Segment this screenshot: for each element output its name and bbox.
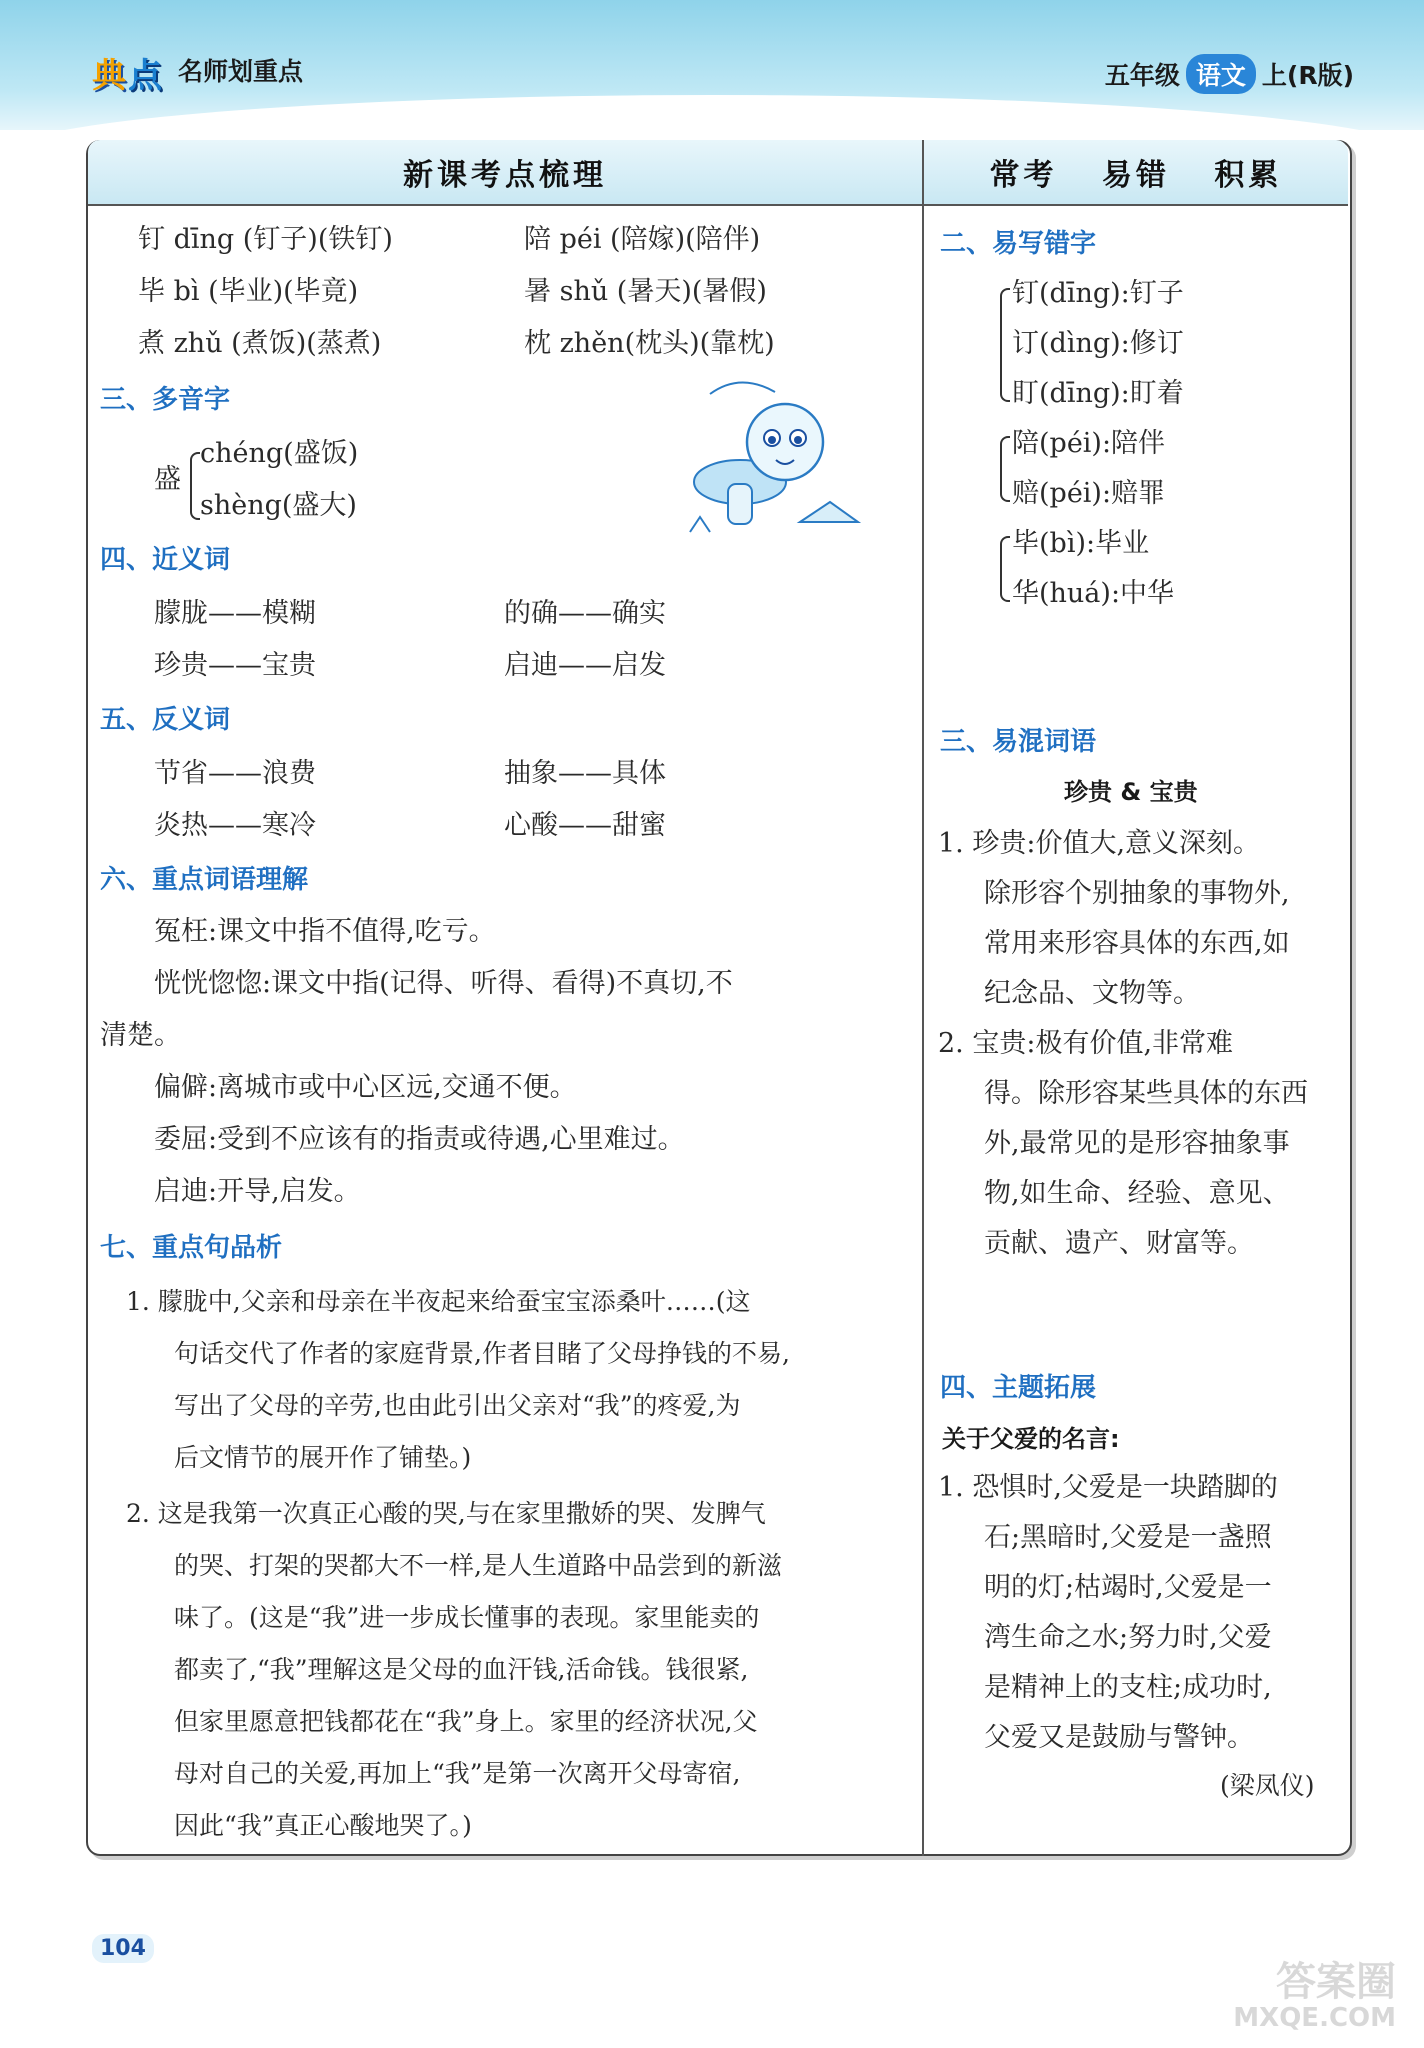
confusing-explanation-line: 物,如生命、经验、意见、 [984, 1178, 1290, 1209]
quote-line: 父爱又是鼓励与警钟。 [984, 1722, 1254, 1753]
sentence-analysis-line: 母对自己的关爱,再加上“我”是第一次离开父母寄宿, [174, 1759, 741, 1788]
subject-badge: 语文 [1186, 54, 1256, 94]
polyphone-char: 盛 [154, 464, 181, 495]
antonym-pair: 节省——浪费 [154, 758, 316, 789]
confusing-explanation-line: 常用来形容具体的东西,如 [984, 928, 1290, 959]
right-panel-title: 常考 易错 积累 [924, 140, 1348, 206]
logo-char-2: 点 [128, 56, 162, 96]
confusing-explanation-line: 得。除形容某些具体的东西 [984, 1078, 1308, 1109]
antonym-pair: 抽象——具体 [504, 758, 666, 789]
section-heading-antonyms: 五、反义词 [100, 705, 231, 735]
sentence-analysis-line: 的哭、打架的哭都大不一样,是人生道路中品尝到的新滋 [174, 1551, 782, 1580]
quote-line: 湾生命之水;努力时,父爱 [984, 1622, 1272, 1653]
grade-label [1105, 54, 1354, 94]
confusing-explanation-line: 2. 宝贵:极有价值,非常难 [938, 1028, 1234, 1059]
watermark [1233, 1960, 1396, 2032]
word-explanation: 冤枉:课文中指不值得,吃亏。 [154, 916, 496, 947]
confusing-explanation-line: 外,最常见的是形容抽象事 [984, 1128, 1290, 1159]
section-heading-typo-chars: 二、易写错字 [940, 229, 1097, 259]
sentence-analysis-line: 1. 朦胧中,父亲和母亲在半夜起来给蚕宝宝添桑叶……(这 [126, 1287, 751, 1316]
quote-line: 明的灯;枯竭时,父爱是一 [984, 1572, 1272, 1603]
typo-item: 钉(dīng):钉子 [1012, 278, 1184, 309]
section-heading-synonyms: 四、近义词 [100, 545, 231, 575]
section-heading-theme-extension: 四、主题拓展 [940, 1373, 1097, 1403]
sentence-analysis-line: 后文情节的展开作了铺垫。) [174, 1443, 472, 1472]
brace [1000, 436, 1010, 502]
char-item: 枕 zhěn(枕头)(靠枕) [524, 328, 775, 359]
quote-line: 石;黑暗时,父爱是一盏照 [984, 1522, 1272, 1553]
sentence-analysis-line: 句话交代了作者的家庭背景,作者目睹了父母挣钱的不易, [174, 1339, 790, 1368]
confusing-explanation-line: 贡献、遗产、财富等。 [984, 1228, 1254, 1259]
typo-item: 毕(bì):毕业 [1012, 528, 1150, 559]
quote-line: 1. 恐惧时,父爱是一块踏脚的 [938, 1472, 1278, 1503]
char-item: 煮 zhǔ (煮饭)(蒸煮) [138, 328, 382, 359]
quote-title: 关于父爱的名言: [942, 1425, 1120, 1453]
char-item: 暑 shǔ (暑天)(暑假) [524, 276, 767, 307]
brace [1000, 288, 1010, 402]
left-panel-title: 新课考点梳理 [88, 140, 922, 206]
grade-prefix: 五年级 [1104, 61, 1180, 90]
typo-item: 陪(péi):陪伴 [1012, 428, 1166, 459]
typo-item: 赔(péi):赔罪 [1012, 478, 1166, 509]
word-explanation: 恍恍惚惚:课文中指(记得、听得、看得)不真切,不 [154, 968, 733, 999]
confusing-pair-title: 珍贵 & 宝贵 [1064, 778, 1198, 806]
section-heading-polyphone: 三、多音字 [100, 385, 231, 415]
section-heading-confusing-words: 三、易混词语 [940, 727, 1097, 757]
word-explanation: 偏僻:离城市或中心区远,交通不便。 [154, 1072, 577, 1103]
typo-item: 盯(dīng):盯着 [1012, 378, 1184, 409]
column-divider [922, 140, 924, 1856]
grade-suffix: 上(R版) [1261, 61, 1354, 90]
synonym-pair: 启迪——启发 [504, 650, 666, 681]
brace [1000, 536, 1010, 602]
brand-subtitle: 名师划重点 [178, 57, 304, 86]
section-heading-key-sentences: 七、重点句品析 [100, 1233, 283, 1263]
section-heading-key-words: 六、重点词语理解 [100, 865, 309, 895]
brace [190, 452, 200, 520]
sentence-analysis-line: 味了。(这是“我”进一步成长懂事的表现。家里能卖的 [174, 1603, 760, 1632]
char-item: 钉 dīng (钉子)(铁钉) [138, 224, 393, 255]
confusing-explanation-line: 除形容个别抽象的事物外, [984, 878, 1290, 909]
sentence-analysis-line: 都卖了,“我”理解这是父母的血汗钱,活命钱。钱很紧, [174, 1655, 749, 1684]
antonym-pair: 炎热——寒冷 [154, 810, 316, 841]
char-item: 陪 péi (陪嫁)(陪伴) [524, 224, 761, 255]
antonym-pair: 心酸——甜蜜 [504, 810, 666, 841]
brand-logo [92, 44, 172, 96]
logo-char-1: 典 [92, 56, 126, 96]
quote-line: 是精神上的支柱;成功时, [984, 1672, 1272, 1703]
word-explanation: 清楚。 [100, 1020, 181, 1051]
synonym-pair: 朦胧——模糊 [154, 598, 316, 629]
watermark-text: 答案圈 [1276, 1959, 1396, 2005]
sentence-analysis-line: 因此“我”真正心酸地哭了。) [174, 1811, 472, 1840]
sentence-analysis-line: 写出了父母的辛劳,也由此引出父亲对“我”的疼爱,为 [174, 1391, 741, 1420]
word-explanation: 委屈:受到不应该有的指责或待遇,心里难过。 [154, 1124, 685, 1155]
watermark-url: MXQE.COM [1233, 2003, 1396, 2033]
sentence-analysis-line: 2. 这是我第一次真正心酸的哭,与在家里撒娇的哭、发脾气 [126, 1499, 766, 1528]
confusing-explanation-line: 1. 珍贵:价值大,意义深刻。 [938, 828, 1261, 859]
polyphone-reading: chéng(盛饭) [200, 438, 359, 469]
cartoon-mascot-illustration [680, 372, 870, 542]
char-item: 毕 bì (毕业)(毕竟) [138, 276, 359, 307]
typo-item: 华(huá):中华 [1012, 578, 1175, 609]
word-explanation: 启迪:开导,启发。 [154, 1176, 361, 1207]
quote-author: (梁凤仪) [1220, 1771, 1315, 1800]
page-number: 104 [92, 1934, 154, 1963]
confusing-explanation-line: 纪念品、文物等。 [984, 978, 1200, 1009]
synonym-pair: 珍贵——宝贵 [154, 650, 316, 681]
synonym-pair: 的确——确实 [504, 598, 666, 629]
sentence-analysis-line: 但家里愿意把钱都花在“我”身上。家里的经济状况,父 [174, 1707, 758, 1736]
polyphone-reading: shèng(盛大) [200, 490, 357, 521]
typo-item: 订(dìng):修订 [1012, 328, 1184, 359]
